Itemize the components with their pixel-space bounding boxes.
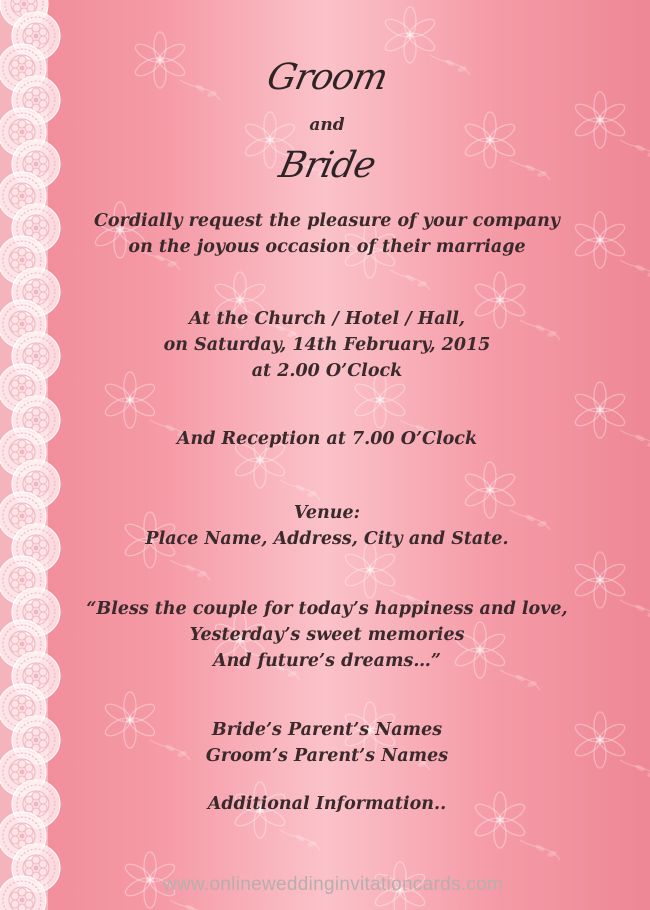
parents-names [62,717,592,769]
blessing-quote [62,596,592,674]
ceremony-date: on Saturday, 14th February, 2015 [163,335,491,355]
venue-block [62,500,592,552]
request-line-2: on the joyous occasion of their marriage [128,237,526,257]
groom-name: Groom [263,57,391,98]
website-watermark: www.onlineweddinginvitationcards.com [162,874,504,895]
bride-name: Bride [275,145,379,186]
and-connector: and [309,115,345,135]
grooms-parents: Groom’s Parent’s Names [205,746,449,766]
quote-line-3: And future’s dreams…” [213,651,441,671]
brides-parents: Bride’s Parent’s Names [211,720,443,740]
quote-line-1: “Bless the couple for today’s happiness and love, [86,599,568,619]
venue-label: Venue: [293,503,361,523]
request-text [62,208,592,260]
venue-address: Place Name, Address, City and State. [145,529,509,549]
request-line-1: Cordially request the pleasure of your company [94,211,560,231]
lace-border [0,0,62,910]
ceremony-venue: At the Church / Hotel / Hall, [189,309,465,329]
quote-line-2: Yesterday’s sweet memories [189,625,465,645]
additional-info: Additional Information.. [207,794,447,814]
reception-time: And Reception at 7.00 O’Clock [176,429,478,449]
ceremony-details [62,306,592,384]
ceremony-time: at 2.00 O’Clock [251,361,403,381]
